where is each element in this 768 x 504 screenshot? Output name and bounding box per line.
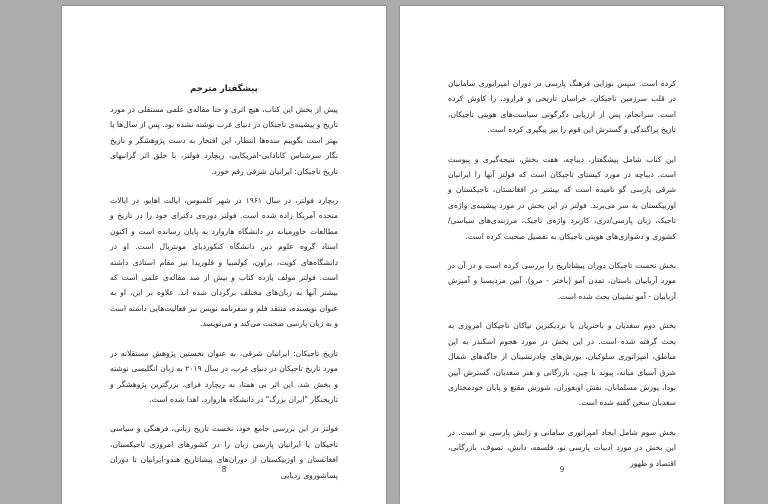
document-page-left (62, 6, 386, 504)
paragraph: ریچارد فولتز، در سال ۱۹۶۱ در شهر کلمبوس، ایالت اهایو، در ایالات متحده آمریکا زاده شده است. فولتز دوره‌ی دکترای خود را در تاریخ و مطالعات خاورمیانه در دانشگاه هاروارد به پایان رسانده است و اکنون استاد گروه علوم دین دانشگاه کنکوردیای مونتریال است. او در دانشگاه‌های کویت، براون، کولمبیا و فلوریدا نیز مقام استادی داشته است. فولتز مولف یازده کتاب و بیش از صد مقاله‌ی علمی است که بیشتر آنها به زبان‌های مختلف برگردان شده اند. علاوه بر این، او به عنوان نویسنده، منتقد فلم و سفرنامه نویس نیز فعالیت‌هایی داشته است و به زبان پارسی صحبت می‌کند و می‌نویسد. (110, 196, 338, 329)
paragraph: تاریخ تاجیکان: ایرانیان شرقی، به عنوان نخستین پژوهش مستقلانه در مورد تاریخ تاجیکان در دنیای غرب، در سال ۲۰۱۹ به زبان انگلیسی نوشته و بخش شد. این اثر بی همتا، به ریچارد فرای، بزرگترین پژوهشگر و تاریخنگار "ایران بزرگ" در دانشگاه هاروارد، اهدا شده است. (110, 348, 338, 404)
paragraph: این کتاب شامل پیشگفتار، دیباچه، هفت بخش، نتیجه‌گیری و پیوست است. دیباچه در مورد کیستای تاجیکان است که فولتز آنها را ایرانیان شرقی پارسی گو نامیده است که بیشتر در افغانستان، تاجیکستان و اوزبیکستان به سر می‌برند. فولتز در این بخش در مورد پیشینه‌ی واژه‌ی تاجیک، زبان پارسی/دری، کاربرد واژه‌ی تاجیک، مرزبندی‌های سیاسی/کشوری و دشواری‌های هویتی تاجیکان به تفصیل صحبت کرده است. (448, 154, 676, 241)
page-number: 9 (559, 465, 565, 474)
page-content (110, 82, 338, 497)
page-content (448, 76, 676, 485)
paragraph: کرده است. سپس نوزایی فرهنگ پارسی در دوران امپراتوری سامانیان در قلب سرزمین تاجیکان، خراسان تاریخی و فرارود، را کاوش کرده است. سرانجام، پس از ارزیابی دگرگونی سیاست‌های هویتی تاجیکان، تاریخ پراگندگی و گسترش این قوم را نیز پیگیری کرده است. (448, 79, 676, 135)
paragraph: پیش از بخش این کتاب، هیچ اثری و حتا مقاله‌ی علمی مستقلی در مورد تاریخ و پیشینه‌ی تاجیکان در دنیای غرب نوشته نشده بود. پس از سال‌ها یا بهتر است بگوییم سده‌ها انتظار، این افتخار به دست پژوهشگر و تاریخ نگار سرشناس کانادایی-امریکایی، ریچارد فولتز، با خلق اثر گرانبهای تاریخ تاجیکان: ایرانیان شرقی رقم خورد. (110, 105, 338, 176)
document-page-right (400, 6, 724, 504)
page-number: 8 (221, 465, 227, 474)
page-heading: پیشگفتار مترجم (190, 84, 258, 94)
paragraph: بخش نخست تاجیکان دوران پیشاتاریخ را بررسی کرده است و در آن در مورد آریاییان باستان، تمدن آمو (باختر - مرو)، آیین مزدیسنا و آمیزش آریاییان - آمو نشینان بحث شده است. (448, 261, 676, 301)
paragraph: فولتز در این بررسی جامع خود، نخست تاریخ زبانی، فرهنگی و سیاسی تاجیکان یا ایرانیان پارسی زبان را در کشورهای امروزی تاجیکستان، افغانستان و اوزبیکستان از دوران‌های پیشاتاریخ هندو-ایرانیان تا دوران پساشوروی ردیابی (110, 424, 338, 480)
paragraph: بخش دوم سغدیان و باختریان یا نزدیکترین نیاکان تاجیکان امروزی به بحث گرفته شده است. در این بخش در مورد هجوم اسکندر به این مناطق، امپراتوری سلوکیان، یورش‌های چادرنشینان از جاگه‌های شمال شرق آسیای میانه، پیوند با چین، بازرگانی و هنر سغدیان، گسترش آیین بودا، یورش مسلمانان، نقش اوبغوران، شورش مقنع و پایان خودمختاری سغدیان سخن گفته شده است. (448, 321, 676, 408)
paragraph: بخش سوم شامل ایجاد امپراتوری سامانی و زایش پارسی نو است. در این بخش در مورد ادبیات پارسی نو، فلسفه، دانش، تصوف، بازرگانی، اقتصاد و ظهور (448, 427, 676, 468)
